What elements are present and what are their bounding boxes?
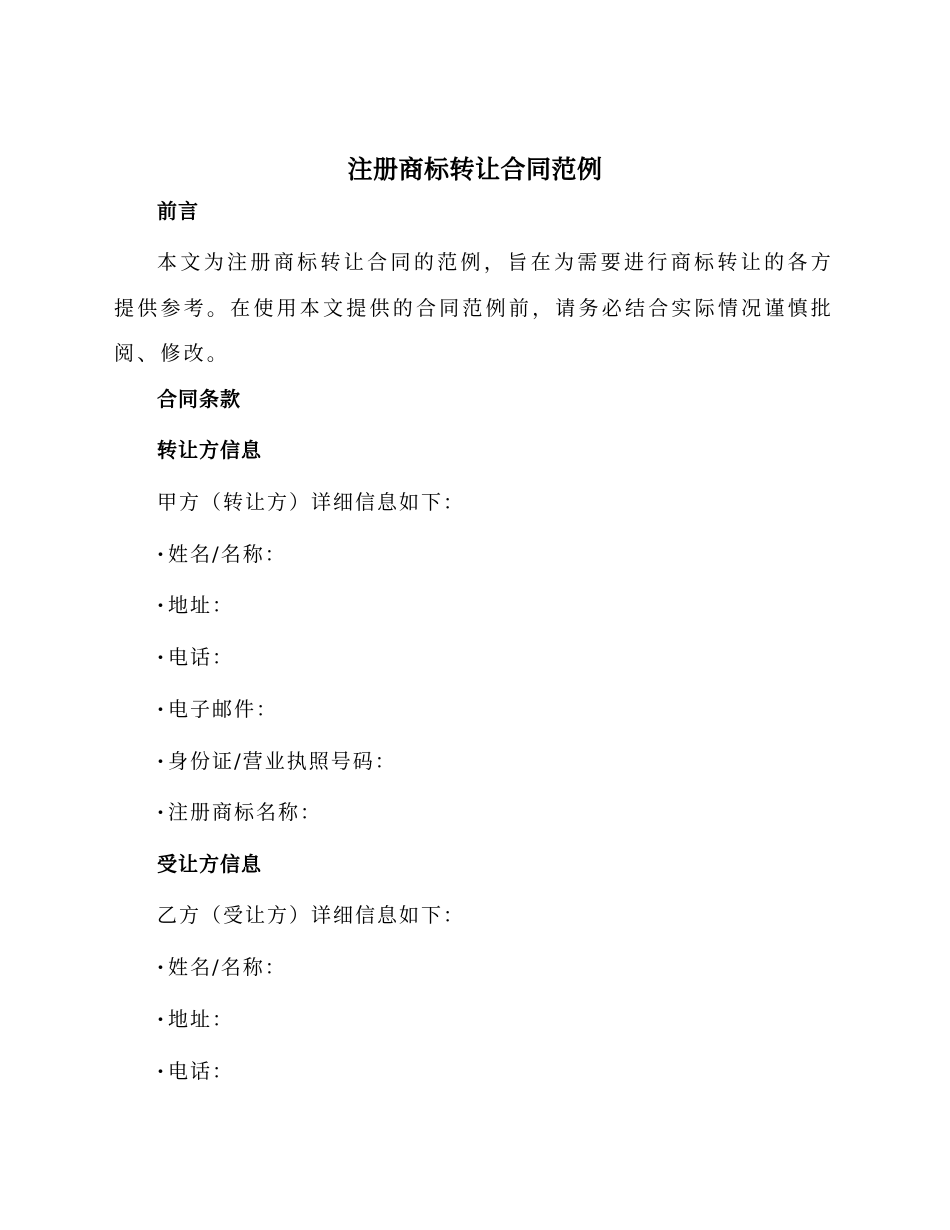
document-title: 注册商标转让合同范例: [347, 155, 603, 184]
field-label: 电子邮件：: [168, 697, 278, 721]
transferee-item-name: [157, 952, 287, 982]
field-label: 姓名/名称：: [168, 955, 287, 979]
transferee-item-address: [157, 1004, 234, 1034]
bullet-marker: ·: [157, 749, 166, 773]
preface-paragraph: 本文为注册商标转让合同的范例，旨在为需要进行商标转让的各方提供参考。在使用本文提供的合同范例前，请务必结合实际情况谨慎批阅、修改。: [114, 250, 834, 365]
field-label: 地址：: [168, 1007, 234, 1031]
transferor-item-address: [157, 590, 234, 620]
transferor-info-heading: 转让方信息: [157, 438, 262, 462]
contract-terms-heading: 合同条款: [157, 387, 241, 411]
field-label: 地址：: [168, 593, 234, 617]
bullet-marker: ·: [157, 955, 166, 979]
field-label: 电话：: [168, 1059, 234, 1083]
transferor-item-name: [157, 539, 287, 569]
bullet-marker: ·: [157, 542, 166, 566]
transferor-intro: 甲方（转让方）详细信息如下：: [157, 490, 465, 514]
preface-heading: 前言: [157, 199, 199, 223]
bullet-marker: ·: [157, 645, 166, 669]
field-label: 电话：: [168, 645, 234, 669]
bullet-marker: ·: [157, 697, 166, 721]
field-label: 注册商标名称：: [168, 800, 322, 824]
field-label: 姓名/名称：: [168, 542, 287, 566]
transferor-item-trademark-name: [157, 797, 322, 827]
transferee-intro: 乙方（受让方）详细信息如下：: [157, 903, 465, 927]
bullet-marker: ·: [157, 1007, 166, 1031]
transferor-item-phone: [157, 642, 234, 672]
transferee-item-phone: [157, 1056, 234, 1086]
transferor-item-email: [157, 694, 278, 724]
transferee-info-heading: 受让方信息: [157, 852, 262, 876]
bullet-marker: ·: [157, 593, 166, 617]
bullet-marker: ·: [157, 800, 166, 824]
field-label: 身份证/营业执照号码：: [168, 749, 397, 773]
bullet-marker: ·: [157, 1059, 166, 1083]
transferor-item-id-number: [157, 746, 397, 776]
